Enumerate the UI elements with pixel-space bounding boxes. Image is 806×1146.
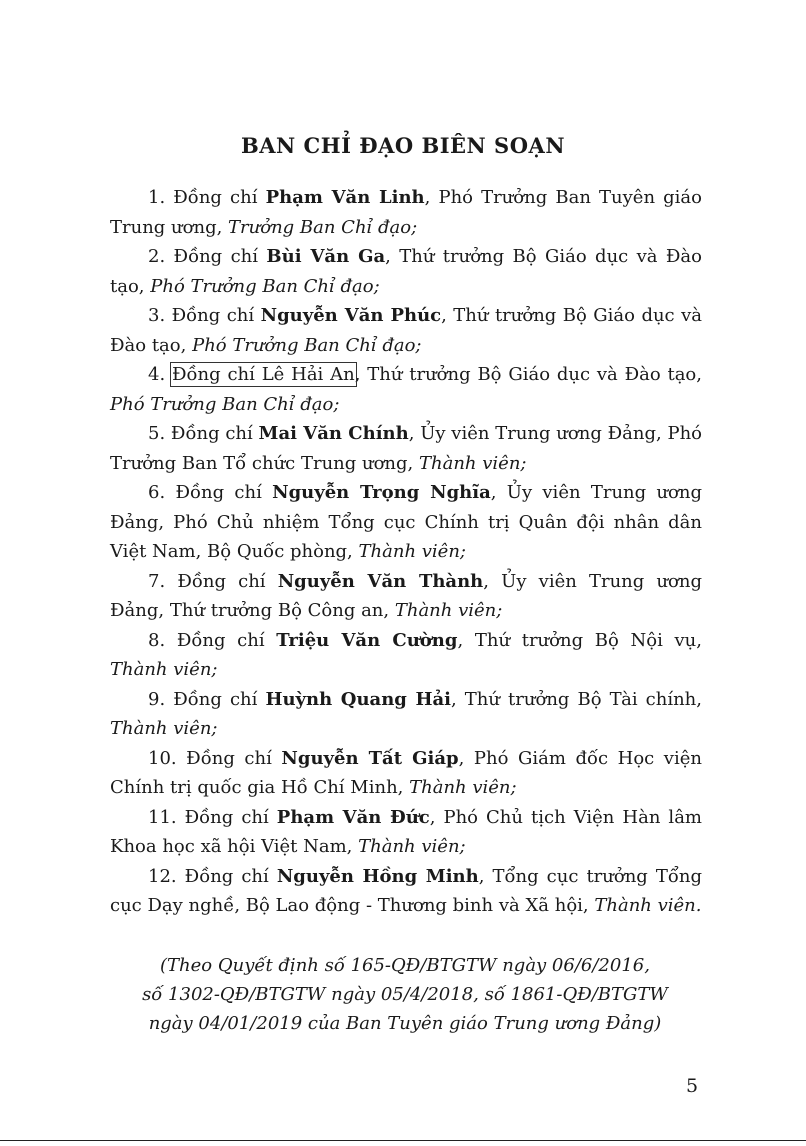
member-role: , Ủy viên Trung ương Đảng, Thứ trưởng Bộ Công an, bbox=[110, 570, 702, 621]
entry-prefix: 5. Đồng chí bbox=[148, 423, 259, 444]
list-item bbox=[110, 360, 702, 419]
member-position: Thành viên. bbox=[594, 895, 702, 916]
member-role: , Ủy viên Trung ương Đảng, Phó Trưởng Ban Tổ chức Trung ương, bbox=[110, 423, 702, 474]
member-name: Huỳnh Quang Hải bbox=[265, 688, 452, 710]
decision-reference bbox=[100, 951, 710, 1038]
highlighted-member bbox=[172, 364, 355, 385]
member-role: , Thứ trưởng Bộ Giáo dục và Đào tạo, bbox=[110, 246, 702, 297]
entry-prefix: 4. bbox=[148, 364, 172, 385]
member-name: Đồng chí Lê Hải An bbox=[172, 364, 355, 385]
list-item bbox=[110, 419, 702, 478]
member-position: Thành viên; bbox=[110, 659, 218, 680]
member-position: Thành viên; bbox=[110, 718, 218, 739]
reference-line: ngày 04/01/2019 của Ban Tuyên giáo Trung ương Đảng) bbox=[148, 1013, 662, 1034]
member-position: Thành viên; bbox=[394, 600, 503, 621]
member-name: Nguyễn Văn Phúc bbox=[260, 305, 442, 326]
member-name: Phạm Văn Đức bbox=[276, 806, 430, 828]
member-role: , Phó Chủ tịch Viện Hàn lâm Khoa học xã hội Việt Nam, bbox=[110, 806, 702, 857]
entry-prefix: 11. Đồng chí bbox=[148, 806, 277, 828]
page-title: BAN CHỈ ĐẠO BIÊN SOẠN bbox=[240, 133, 566, 158]
member-name: Bùi Văn Ga bbox=[266, 246, 386, 267]
list-item bbox=[110, 301, 702, 360]
member-name: Phạm Văn Linh bbox=[265, 187, 425, 208]
entry-prefix: 1. Đồng chí bbox=[148, 187, 266, 208]
member-position: Thành viên; bbox=[409, 777, 517, 798]
entry-prefix: 10. Đồng chí bbox=[148, 747, 282, 769]
entry-prefix: 12. Đồng chí bbox=[148, 865, 277, 887]
member-position: Thành viên; bbox=[358, 836, 466, 857]
list-item bbox=[110, 626, 702, 685]
reference-line: số 1302-QĐ/BTGTW ngày 05/4/2018, số 1861-QĐ/BTGTW bbox=[142, 984, 668, 1005]
entry-prefix: 9. Đồng chí bbox=[148, 688, 266, 710]
member-name: Mai Văn Chính bbox=[258, 423, 409, 444]
member-list bbox=[110, 183, 702, 921]
member-name: Nguyễn Trọng Nghĩa bbox=[272, 482, 491, 503]
member-role: , Thứ trưởng Bộ Giáo dục và Đào tạo, bbox=[354, 364, 702, 385]
member-role: , Phó Trưởng Ban Tuyên giáo Trung ương, bbox=[110, 187, 702, 238]
entry-prefix: 6. Đồng chí bbox=[148, 482, 273, 503]
member-role: , Thứ trưởng Bộ Nội vụ, bbox=[457, 629, 702, 651]
entry-prefix: 2. Đồng chí bbox=[148, 246, 267, 267]
list-item bbox=[110, 242, 702, 301]
member-position: Thành viên; bbox=[358, 541, 466, 562]
page-number: 5 bbox=[686, 1075, 699, 1097]
entry-prefix: 7. Đồng chí bbox=[148, 570, 278, 592]
list-item bbox=[110, 567, 702, 626]
reference-line: (Theo Quyết định số 165-QĐ/BTGTW ngày 06/6/2016, bbox=[160, 955, 650, 976]
member-role: , Phó Giám đốc Học viện Chính trị quốc gia Hồ Chí Minh, bbox=[110, 747, 702, 798]
member-name: Nguyễn Tất Giáp bbox=[281, 747, 459, 769]
list-item bbox=[110, 744, 702, 803]
list-item bbox=[110, 183, 702, 242]
member-name: Nguyễn Hồng Minh bbox=[276, 865, 479, 887]
entry-prefix: 3. Đồng chí bbox=[148, 305, 261, 326]
list-item bbox=[110, 862, 702, 921]
member-role: , Thứ trưởng Bộ Giáo dục và Đào tạo, bbox=[110, 305, 702, 356]
member-name: Triệu Văn Cường bbox=[276, 629, 458, 651]
entry-prefix: 8. Đồng chí bbox=[148, 629, 277, 651]
member-position: Phó Trưởng Ban Chỉ đạo; bbox=[150, 275, 380, 297]
member-position: Thành viên; bbox=[419, 452, 527, 474]
member-name: Nguyễn Văn Thành bbox=[277, 570, 484, 592]
list-item bbox=[110, 478, 702, 567]
member-role: , Thứ trưởng Bộ Tài chính, bbox=[451, 688, 702, 710]
list-item bbox=[110, 803, 702, 862]
page-bottom-rule bbox=[0, 1140, 806, 1141]
member-role: , Tổng cục trưởng Tổng cục Dạy nghề, Bộ Lao động - Thương binh và Xã hội, bbox=[110, 865, 702, 916]
member-position: Trưởng Ban Chỉ đạo; bbox=[228, 216, 418, 238]
member-role: , Ủy viên Trung ương Đảng, Phó Chủ nhiệm Tổng cục Chính trị Quân đội nhân dân Việt Nam, Bộ Quốc phòng, bbox=[110, 482, 702, 562]
list-item bbox=[110, 685, 702, 744]
member-position: Phó Trưởng Ban Chỉ đạo; bbox=[110, 393, 340, 415]
member-position: Phó Trưởng Ban Chỉ đạo; bbox=[192, 334, 422, 356]
